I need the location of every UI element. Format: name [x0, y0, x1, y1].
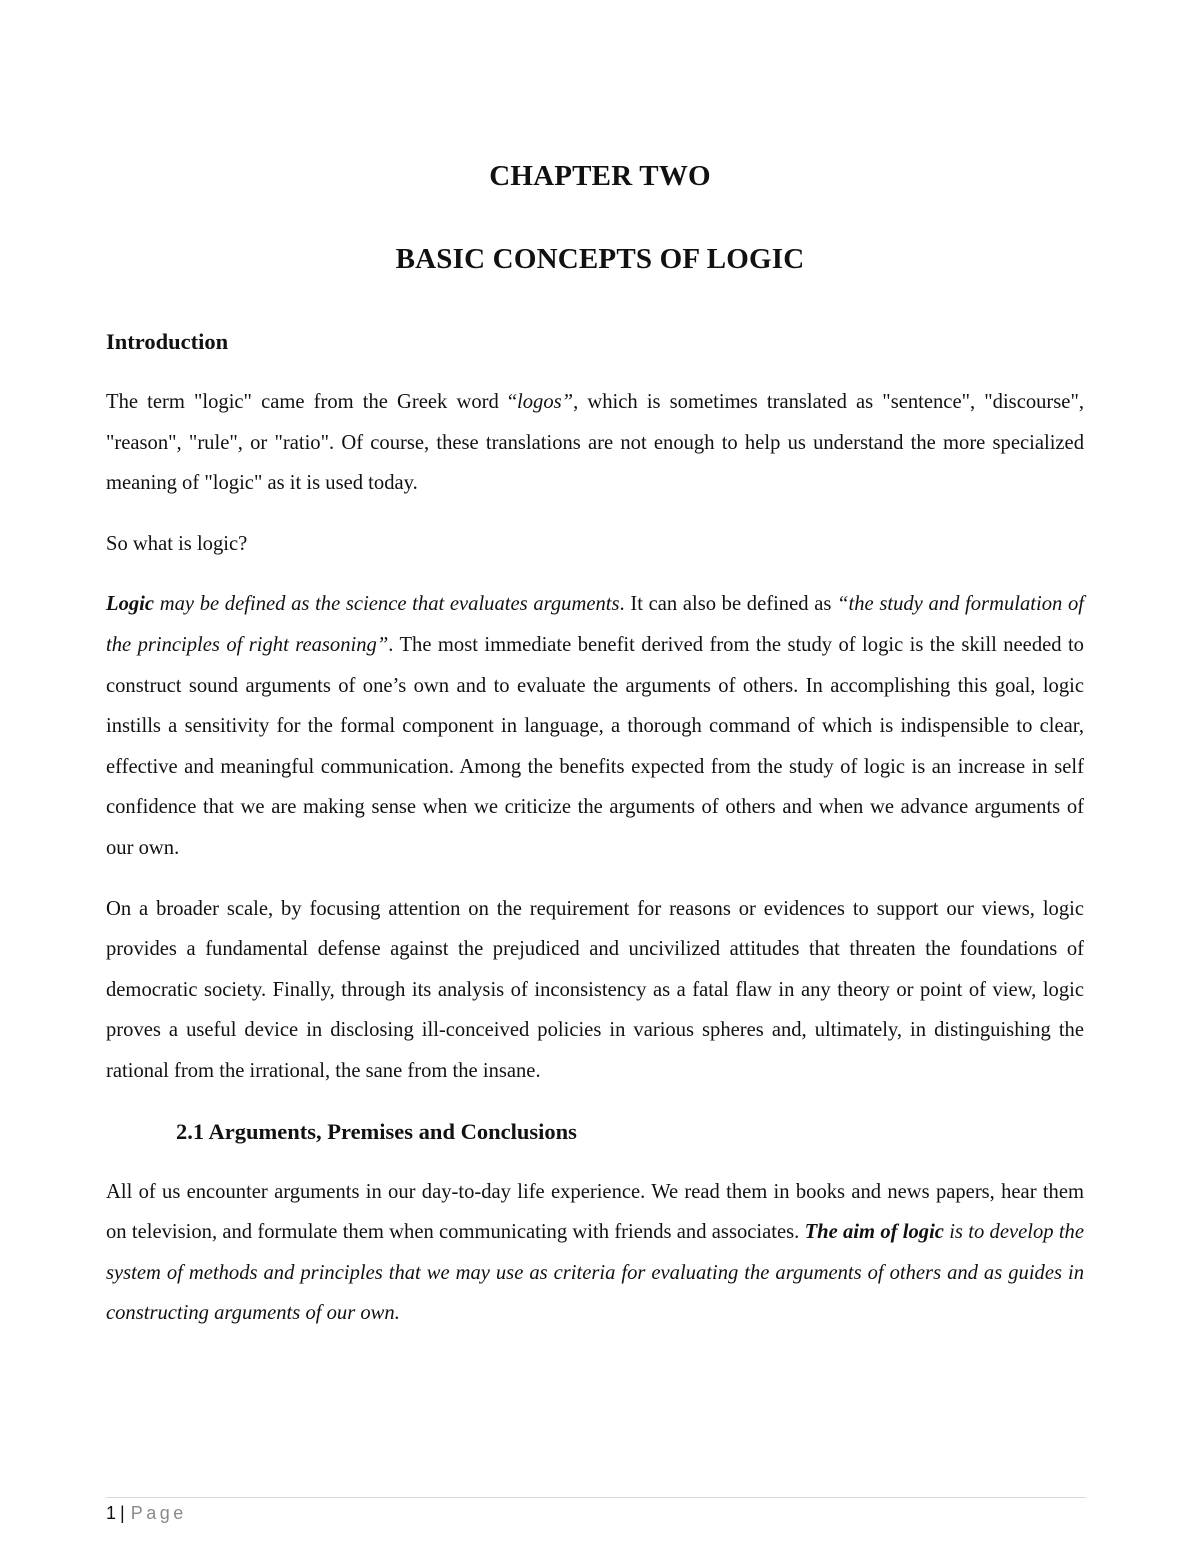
definition-text-b: . The most immediate benefit derived from the study of logic is the skill needed to construct sound arguments of one’s own and to evaluate the arguments of others. In accomplishing this goal, logic instills a sensitivity for the formal component in language, a thorough command of which is indispensible to clear, effective and meaningful communication. Among the benefits expected from the study of logic is an increase in self confidence that we are making sense when we criticize the arguments of others and when we advance arguments of our own. [106, 633, 1084, 859]
section-2-1-heading: 2.1 Arguments, Premises and Conclusions [176, 1118, 577, 1144]
chapter-title: CHAPTER TWO [489, 160, 711, 192]
logic-term: Logic [106, 593, 155, 616]
page-footer [106, 1503, 187, 1524]
footer-divider [106, 1497, 1086, 1498]
aim-of-logic-text: is to develop the system of methods and principles that we may use as criteria for evaluating the arguments of others and as guides in constructing arguments of our own. [106, 1221, 1084, 1325]
page-label: Page [130, 1503, 187, 1523]
aim-of-logic-term: The aim of logic [804, 1221, 944, 1244]
arguments-paragraph [106, 1172, 1084, 1334]
footer-separator: | [120, 1503, 125, 1523]
intro-p1-text-a: The term "logic" came from the Greek word “ [106, 391, 518, 413]
logic-definition: may be defined as the science that evaluates arguments [154, 593, 620, 616]
intro-p1-text-b: , which is sometimes translated as "sentence", "discourse", "reason", "rule", or "ratio". Of course, these translations are not enough to help us understand the more specialized meaning of "logic" as it is used today. [106, 391, 1084, 495]
introduction-heading: Introduction [106, 329, 229, 354]
definition-text-a: . It can also be defined as [619, 593, 838, 616]
chapter-subtitle: BASIC CONCEPTS OF LOGIC [395, 243, 805, 275]
broader-scale-paragraph: On a broader scale, by focusing attention on the requirement for reasons or evidences to support our views, logic provides a fundamental defense against the prejudiced and uncivilized attitudes that threaten the foundations of democratic society. Finally, through its analysis of inconsistency as a fatal flaw in any theory or point of view, logic proves a useful device in disclosing ill-conceived policies in various spheres and, ultimately, in distinguishing the rational from the irrational, the sane from the insane. [106, 897, 1084, 1082]
intro-paragraph-2: So what is logic? [106, 532, 248, 555]
logos-term: logos” [517, 391, 574, 413]
page-number: 1 [106, 1503, 117, 1523]
intro-paragraph-1 [106, 382, 1084, 504]
arguments-text-a: All of us encounter arguments in our day-to-day life experience. We read them in books and news papers, hear them on television, and formulate them when communicating with friends and associates. [106, 1180, 1084, 1244]
body-content [106, 322, 1084, 1354]
logic-definition-paragraph [106, 584, 1084, 868]
definition-quote: “the study and formulation of the principles of right reasoning” [106, 593, 1084, 656]
